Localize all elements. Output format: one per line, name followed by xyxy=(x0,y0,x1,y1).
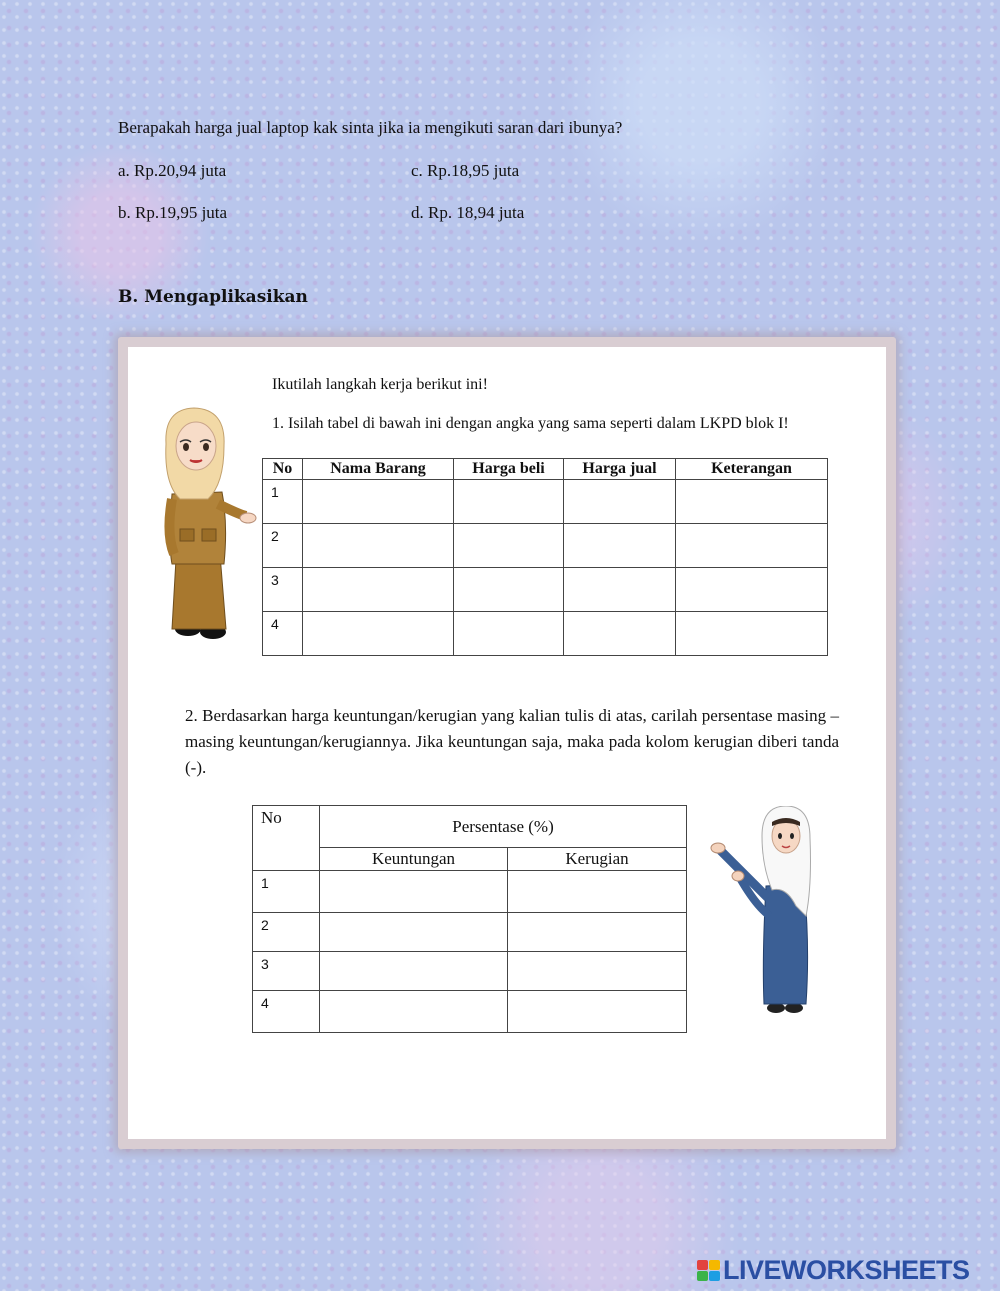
liveworksheets-logo[interactable] xyxy=(697,1253,970,1287)
option-c[interactable]: c. Rp.18,95 juta xyxy=(411,161,520,180)
input-cell[interactable] xyxy=(508,913,687,952)
data-table-2 xyxy=(252,805,687,1033)
row-number: 1 xyxy=(271,484,279,500)
instruction-step-1: 1. Isilah tabel di bawah ini dengan angka yang sama seperti dalam LKPD blok I! xyxy=(272,415,789,432)
option-a[interactable]: a. Rp.20,94 juta xyxy=(118,161,227,180)
input-cell[interactable] xyxy=(454,480,564,524)
row-number: 3 xyxy=(261,956,269,972)
row-number: 2 xyxy=(261,917,269,933)
t1-header-harga-jual: Harga jual xyxy=(564,459,676,480)
input-cell[interactable] xyxy=(454,524,564,568)
input-cell[interactable] xyxy=(454,568,564,612)
input-cell[interactable] xyxy=(320,913,508,952)
input-cell[interactable] xyxy=(508,991,687,1033)
option-d[interactable]: d. Rp. 18,94 juta xyxy=(411,203,525,222)
row-number: 4 xyxy=(261,995,269,1011)
option-b[interactable]: b. Rp.19,95 juta xyxy=(118,203,228,222)
input-cell[interactable] xyxy=(320,952,508,991)
table-row xyxy=(263,480,828,524)
instruction-intro: Ikutilah langkah kerja berikut ini! xyxy=(272,376,488,393)
instruction-step-2: 2. Berdasarkan harga keuntungan/kerugian yang kalian tulis di atas, carilah persentase masing – masing keuntungan/kerugiannya. Jika keuntungan saja, maka pada kolom kerugian diberi tanda (-). xyxy=(185,706,839,777)
input-cell[interactable] xyxy=(303,480,454,524)
input-cell[interactable] xyxy=(303,524,454,568)
input-cell[interactable] xyxy=(320,871,508,913)
input-cell[interactable] xyxy=(454,612,564,656)
input-cell[interactable] xyxy=(320,991,508,1033)
input-cell[interactable] xyxy=(676,612,828,656)
input-cell[interactable] xyxy=(676,568,828,612)
data-table-1 xyxy=(262,458,828,656)
input-cell[interactable] xyxy=(564,612,676,656)
row-number: 1 xyxy=(261,875,269,891)
section-heading: B. Mengaplikasikan xyxy=(118,287,308,307)
table-row xyxy=(263,568,828,612)
logo-squares-icon xyxy=(697,1260,720,1281)
input-cell[interactable] xyxy=(676,480,828,524)
table-row xyxy=(263,524,828,568)
input-cell[interactable] xyxy=(303,612,454,656)
table-row xyxy=(253,913,687,952)
question-text: Berapakah harga jual laptop kak sinta jika ia mengikuti saran dari ibunya? xyxy=(118,118,623,137)
t2-header-keuntungan: Keuntungan xyxy=(320,848,508,871)
logo-text: LIVEWORKSHEETS xyxy=(723,1254,970,1285)
table-row xyxy=(253,991,687,1033)
t2-header-no: No xyxy=(253,806,320,871)
t2-header-persentase: Persentase (%) xyxy=(320,806,687,848)
t1-header-no: No xyxy=(263,459,303,480)
input-cell[interactable] xyxy=(564,480,676,524)
input-cell[interactable] xyxy=(564,524,676,568)
table-row xyxy=(263,612,828,656)
input-cell[interactable] xyxy=(508,952,687,991)
input-cell[interactable] xyxy=(508,871,687,913)
row-number: 2 xyxy=(271,528,279,544)
t1-header-nama-barang: Nama Barang xyxy=(303,459,454,480)
input-cell[interactable] xyxy=(676,524,828,568)
t2-header-kerugian: Kerugian xyxy=(508,848,687,871)
row-number: 3 xyxy=(271,572,279,588)
row-number: 4 xyxy=(271,616,279,632)
teacher-illustration xyxy=(158,404,258,654)
input-cell[interactable] xyxy=(303,568,454,612)
t1-header-keterangan: Keterangan xyxy=(676,459,828,480)
table-row xyxy=(253,952,687,991)
input-cell[interactable] xyxy=(564,568,676,612)
t1-header-harga-beli: Harga beli xyxy=(454,459,564,480)
student-illustration xyxy=(706,806,816,1016)
table-row xyxy=(253,871,687,913)
